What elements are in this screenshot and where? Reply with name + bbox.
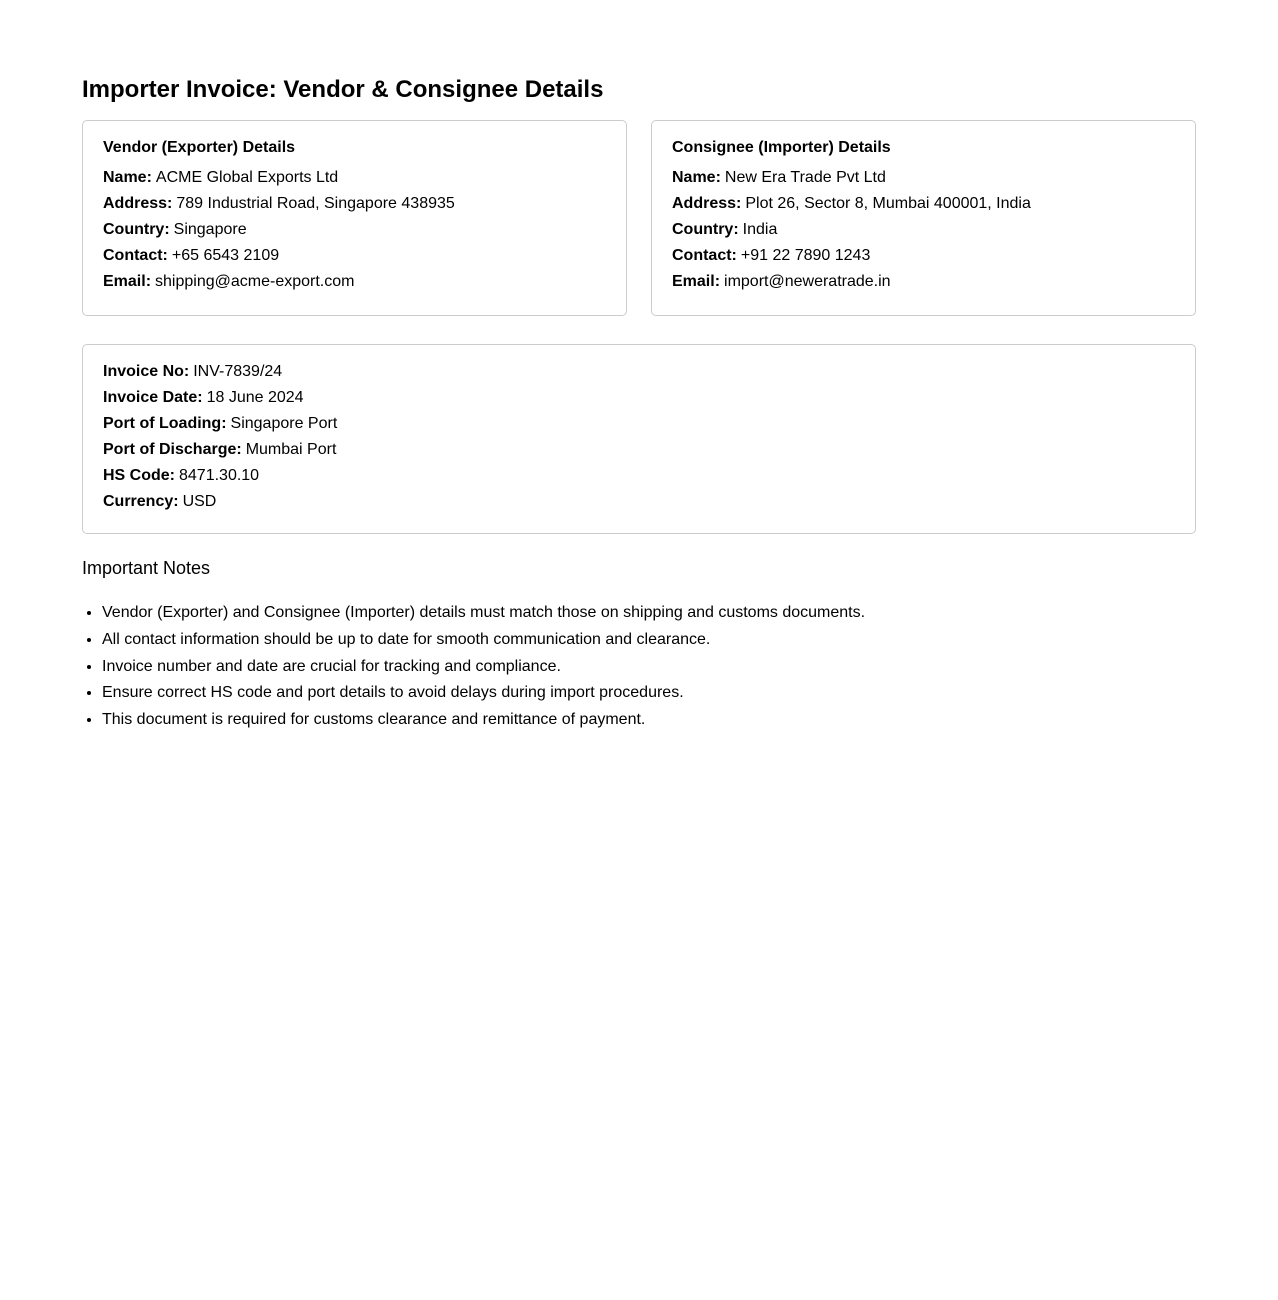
list-item: • Vendor (Exporter) and Consignee (Importer) details must match those on shipping and customs documents. [102, 600, 1102, 627]
port-of-loading-field [103, 411, 1175, 437]
invoice-details-card [82, 344, 1196, 534]
vendor-card-title: Vendor (Exporter) Details [103, 139, 296, 156]
consignee-name-field [672, 165, 1175, 191]
vendor-contact-value: +65 6543 2109 [171, 247, 280, 264]
port-of-loading-value: Singapore Port [230, 415, 338, 432]
notes-heading: Important Notes [82, 558, 211, 578]
field-label: Contact: [672, 247, 737, 264]
consignee-details-card [651, 120, 1196, 316]
hs-code-field [103, 463, 1175, 489]
list-item: • Ensure correct HS code and port details to avoid delays during import procedures. [102, 680, 1102, 707]
field-label: Contact: [103, 247, 168, 264]
vendor-address-value: 789 Industrial Road, Singapore 438935 [176, 195, 455, 212]
invoice-number-value: INV-7839/24 [193, 363, 283, 380]
field-label: Currency: [103, 493, 179, 510]
list-item: • Invoice number and date are crucial for tracking and compliance. [102, 654, 1102, 681]
vendor-email-value: shipping@acme-export.com [155, 273, 355, 290]
list-item: • All contact information should be up to date for smooth communication and clearance. [102, 627, 1102, 654]
vendor-name-value: ACME Global Exports Ltd [155, 169, 339, 186]
field-label: Invoice Date: [103, 389, 203, 406]
consignee-email-value: import@neweratrade.in [724, 273, 891, 290]
field-label: Address: [103, 195, 173, 212]
field-label: Address: [672, 195, 742, 212]
field-label: Country: [672, 221, 739, 238]
port-of-discharge-value: Mumbai Port [245, 441, 337, 458]
vendor-country-value: Singapore [173, 221, 247, 238]
list-item: • This document is required for customs clearance and remittance of payment. [102, 707, 1102, 734]
field-label: Name: [103, 169, 152, 186]
invoice-number-field [103, 359, 1175, 385]
notes-list [82, 600, 1102, 734]
vendor-email-field [103, 269, 606, 295]
consignee-contact-field [672, 243, 1175, 269]
consignee-address-field [672, 191, 1175, 217]
field-label: HS Code: [103, 467, 175, 484]
vendor-contact-field [103, 243, 606, 269]
field-label: Port of Loading: [103, 415, 227, 432]
party-details-row [82, 120, 1196, 316]
field-label: Invoice No: [103, 363, 190, 380]
consignee-contact-value: +91 22 7890 1243 [740, 247, 871, 264]
field-label: Email: [672, 273, 721, 290]
vendor-country-field [103, 217, 606, 243]
invoice-date-field [103, 385, 1175, 411]
field-label: Port of Discharge: [103, 441, 242, 458]
consignee-email-field [672, 269, 1175, 295]
field-label: Country: [103, 221, 170, 238]
consignee-name-value: New Era Trade Pvt Ltd [724, 169, 886, 186]
invoice-date-value: 18 June 2024 [206, 389, 304, 406]
consignee-country-value: India [742, 221, 778, 238]
vendor-name-field [103, 165, 606, 191]
page-title: Importer Invoice: Vendor & Consignee Details [82, 76, 604, 103]
field-label: Email: [103, 273, 152, 290]
field-label: Name: [672, 169, 721, 186]
consignee-country-field [672, 217, 1175, 243]
consignee-card-title: Consignee (Importer) Details [672, 139, 891, 156]
vendor-address-field [103, 191, 606, 217]
vendor-details-card [82, 120, 627, 316]
hs-code-value: 8471.30.10 [179, 467, 260, 484]
currency-field [103, 489, 1175, 515]
consignee-address-value: Plot 26, Sector 8, Mumbai 400001, India [745, 195, 1031, 212]
currency-value: USD [182, 493, 217, 510]
port-of-discharge-field [103, 437, 1175, 463]
